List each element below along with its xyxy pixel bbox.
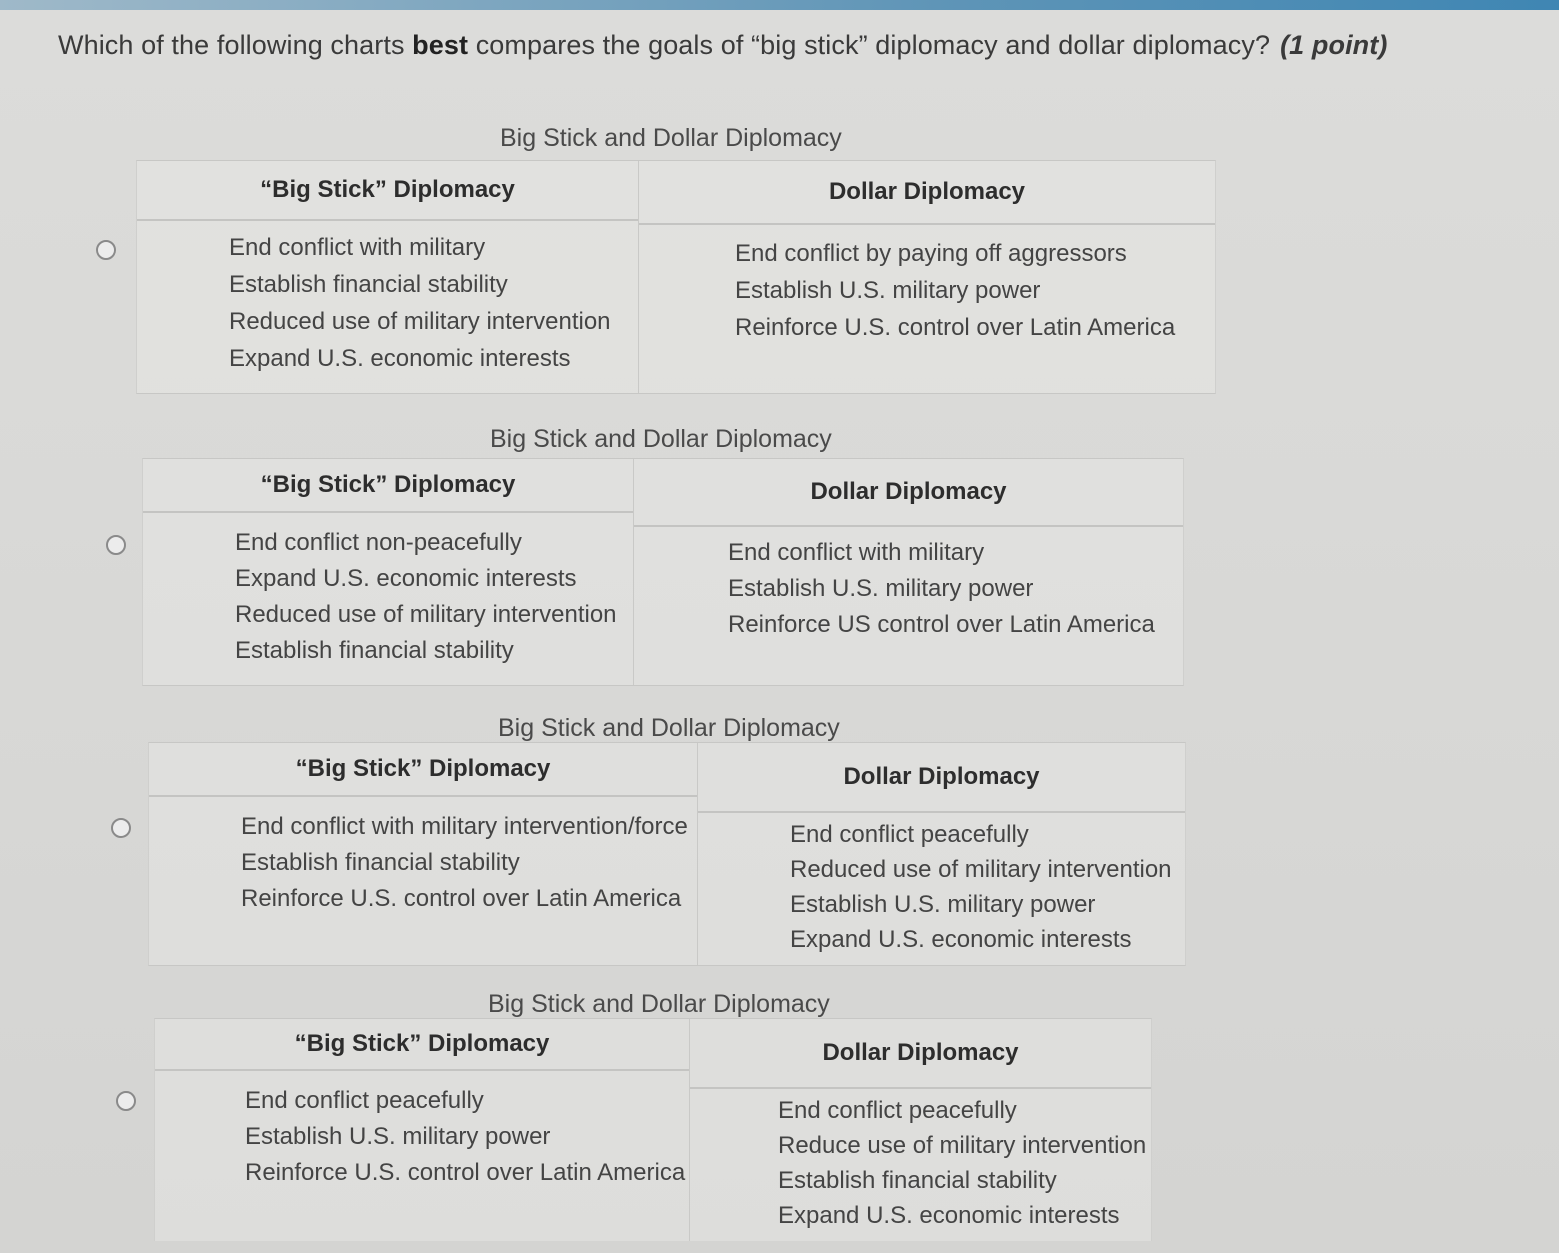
goal-item: Reduced use of military intervention [229,308,611,335]
goal-item: Expand U.S. economic interests [235,565,577,592]
dollar-header: Dollar Diplomacy [634,459,1183,527]
goal-item: Reduced use of military intervention [790,856,1172,883]
comparison-table [148,742,1186,966]
goal-item: Reduced use of military intervention [235,601,617,628]
goal-item: Reinforce U.S. control over Latin America [241,885,682,912]
dollar-goals [790,817,1172,957]
big-stick-column [155,1019,689,1241]
table-caption: Big Stick and Dollar Diplomacy [490,425,832,453]
table-caption: Big Stick and Dollar Diplomacy [498,714,840,742]
goal-item: Establish U.S. military power [735,277,1041,304]
goal-item: Reinforce U.S. control over Latin America [245,1159,686,1186]
dollar-goals [778,1093,1146,1233]
goal-item: Establish U.S. military power [728,575,1034,602]
goal-item: End conflict by paying off aggressors [735,240,1127,267]
goal-item: Reinforce U.S. control over Latin America [735,314,1176,341]
radio-button-option-2[interactable] [106,535,126,555]
big-stick-column [137,161,638,393]
dollar-column [638,161,1215,393]
big-stick-goals [229,229,611,377]
big-stick-header: “Big Stick” Diplomacy [155,1019,689,1071]
goal-item: End conflict with military [728,539,985,566]
goal-item: Expand U.S. economic interests [229,345,571,372]
goal-item: End conflict peacefully [790,821,1029,848]
dollar-header: Dollar Diplomacy [639,161,1215,225]
big-stick-header: “Big Stick” Diplomacy [137,161,638,221]
goal-item: Expand U.S. economic interests [778,1202,1120,1229]
goal-item: Establish financial stability [235,637,514,664]
goal-item: Reinforce US control over Latin America [728,611,1155,638]
goal-item: End conflict peacefully [778,1097,1017,1124]
comparison-table [154,1018,1152,1241]
table-caption: Big Stick and Dollar Diplomacy [488,990,830,1018]
dollar-header: Dollar Diplomacy [690,1019,1151,1089]
big-stick-header: “Big Stick” Diplomacy [149,743,697,797]
comparison-table [142,458,1184,686]
big-stick-column [143,459,633,685]
comparison-table [136,160,1216,394]
goal-item: End conflict non-peacefully [235,529,522,556]
question-emphasis: best [412,30,469,60]
big-stick-column [149,743,697,965]
radio-button-option-1[interactable] [96,240,116,260]
big-stick-goals [235,525,617,669]
radio-button-option-4[interactable] [116,1091,136,1111]
dollar-header: Dollar Diplomacy [698,743,1185,813]
big-stick-goals [245,1083,685,1191]
goal-item: End conflict with military [229,234,486,261]
goal-item: End conflict peacefully [245,1087,484,1114]
top-accent-bar [0,0,1559,10]
goal-item: Establish U.S. military power [245,1123,551,1150]
question-text-before: Which of the following charts [58,30,413,60]
goal-item: Establish U.S. military power [790,891,1096,918]
table-caption: Big Stick and Dollar Diplomacy [500,124,842,152]
question-text [58,30,1538,61]
goal-item: Establish financial stability [241,849,520,876]
dollar-column [689,1019,1151,1241]
goal-item: Expand U.S. economic interests [790,926,1132,953]
goal-item: Establish financial stability [229,271,508,298]
goal-item: Establish financial stability [778,1167,1057,1194]
goal-item: End conflict with military intervention/force [241,813,688,840]
dollar-column [697,743,1185,965]
question-points: (1 point) [1280,30,1388,60]
dollar-goals [728,535,1155,643]
dollar-column [633,459,1183,685]
dollar-goals [735,235,1175,346]
big-stick-header: “Big Stick” Diplomacy [143,459,633,513]
radio-button-option-3[interactable] [111,818,131,838]
big-stick-goals [241,809,688,917]
goal-item: Reduce use of military intervention [778,1132,1147,1159]
question-text-after: compares the goals of “big stick” diplomacy and dollar diplomacy? [468,30,1271,60]
